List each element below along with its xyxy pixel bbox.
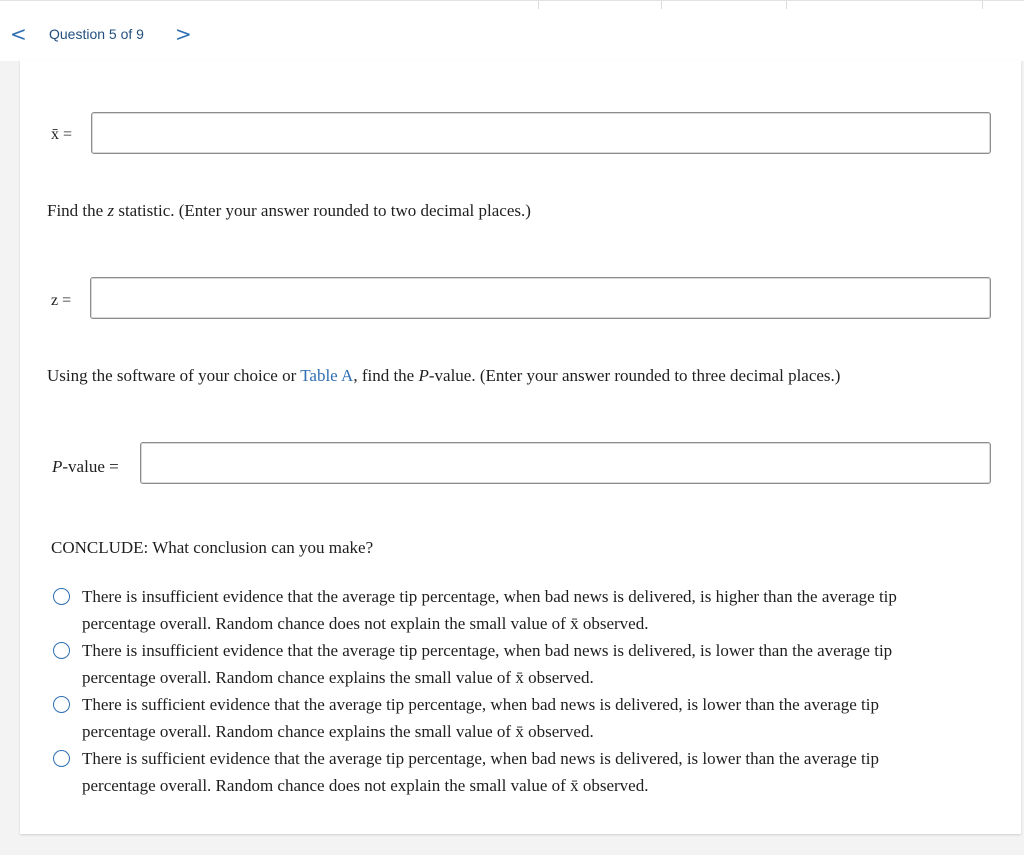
radio-button[interactable] (53, 696, 70, 713)
option-text (82, 583, 982, 637)
conclude-prompt: CONCLUDE: What conclusion can you make? (51, 538, 374, 557)
option-text (82, 691, 982, 745)
p-value-label-rest: -value = (62, 457, 119, 476)
option-text-line: There is sufficient evidence that the average tip percentage, when bad news is delivered, is lower than the average tip (82, 695, 879, 714)
option-text-line: percentage overall. Random chance explains the small value of x̄ observed. (82, 722, 594, 741)
prompt-text: , find the (353, 366, 419, 385)
tab-divider (786, 1, 787, 9)
next-question-button[interactable]: > (175, 22, 192, 46)
table-a-link[interactable]: Table A (300, 366, 354, 385)
prompt-variable: P (418, 366, 429, 385)
answer-option-1[interactable] (53, 583, 983, 637)
option-text-line: There is insufficient evidence that the average tip percentage, when bad news is delivered, is lower than the average tip (82, 641, 893, 660)
tab-divider (661, 1, 662, 9)
tab-divider (538, 1, 539, 9)
prompt-text: Using the software of your choice or (47, 366, 301, 385)
prompt-variable: z (107, 201, 115, 220)
question-card (20, 60, 1021, 834)
option-text-line: There is sufficient evidence that the average tip percentage, when bad news is delivered, is lower than the average tip (82, 749, 879, 768)
xbar-input[interactable] (91, 112, 991, 154)
option-text-line: percentage overall. Random chance explains the small value of x̄ observed. (82, 668, 594, 687)
prompt-text: -value. (Enter your answer rounded to three decimal places.) (428, 366, 841, 385)
option-text-line: There is insufficient evidence that the average tip percentage, when bad news is delivered, is higher than the average tip (82, 587, 897, 606)
p-value-label (52, 457, 119, 477)
radio-button[interactable] (53, 642, 70, 659)
radio-button[interactable] (53, 750, 70, 767)
xbar-label: x̄ = (51, 126, 73, 143)
z-input[interactable] (90, 277, 991, 319)
p-value-input[interactable] (140, 442, 991, 484)
prompt-text: Find the (47, 201, 108, 220)
p-value-label-var: P (52, 457, 63, 476)
radio-button[interactable] (53, 588, 70, 605)
option-text-line: percentage overall. Random chance does not explain the small value of x̄ observed. (82, 776, 649, 795)
previous-question-button[interactable]: < (10, 22, 27, 46)
p-value-prompt (47, 366, 840, 386)
answer-option-2[interactable] (53, 637, 983, 691)
option-text (82, 745, 982, 799)
option-text (82, 637, 982, 691)
answer-option-3[interactable] (53, 691, 983, 745)
answer-option-4[interactable] (53, 745, 983, 799)
question-counter: Question 5 of 9 (49, 26, 144, 42)
prompt-text: statistic. (Enter your answer rounded to two decimal places.) (114, 201, 531, 220)
z-label: z = (51, 292, 72, 309)
option-text-line: percentage overall. Random chance does not explain the small value of x̄ observed. (82, 614, 649, 633)
question-nav-bar (0, 0, 1024, 61)
tab-divider (982, 1, 983, 9)
z-statistic-prompt (47, 201, 531, 221)
